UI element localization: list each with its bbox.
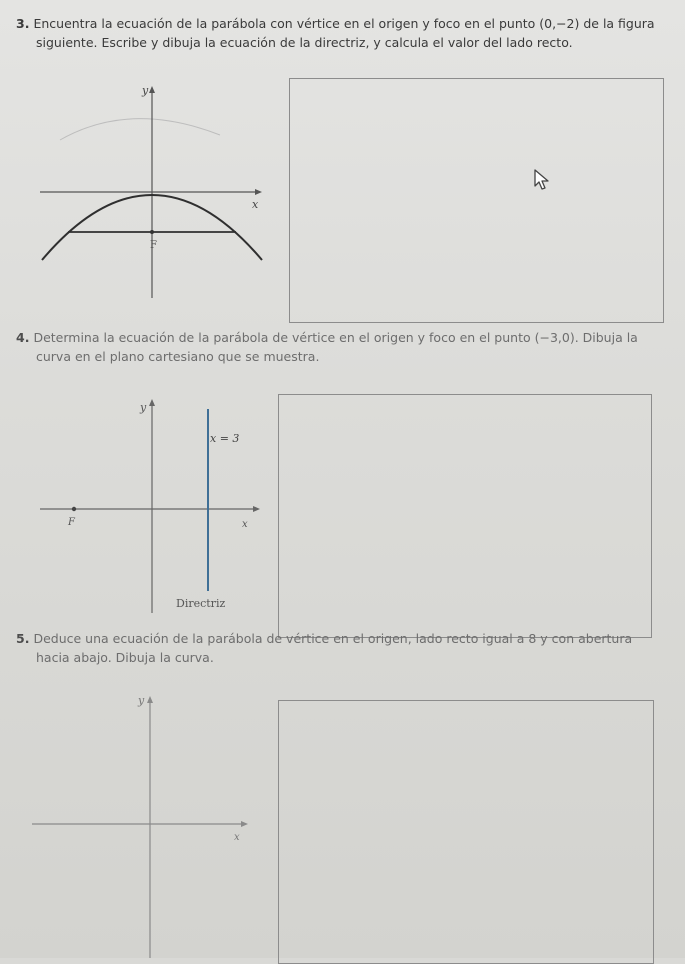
graph-1-x-label: x xyxy=(252,198,259,211)
problem-3-line-1 xyxy=(16,14,676,33)
answer-box-3[interactable] xyxy=(289,78,664,323)
graph-3-y-arrow xyxy=(147,696,153,703)
graph-2-y-arrow xyxy=(149,399,155,406)
problem-5-text-1: Deduce una ecuación de la parábola de vértice en el origen, lado recto igual a 8 y con abertura xyxy=(33,631,633,646)
problem-4-line-2 xyxy=(16,347,676,366)
graph-2-y-label: y xyxy=(140,401,147,414)
cursor-arrow-icon xyxy=(533,168,553,192)
graph-2-directrix-equation: x = 3 xyxy=(210,432,240,445)
graph-1-focus-label: F xyxy=(150,240,157,251)
graph-1 xyxy=(30,80,270,310)
graph-1-erased-curve xyxy=(60,119,220,140)
answer-box-4[interactable] xyxy=(278,394,652,638)
graph-2-directrix-label: Directriz xyxy=(176,597,226,610)
problem-5-line-1 xyxy=(16,629,676,648)
graph-2-focus-label: F xyxy=(68,517,75,528)
graph-2-x-arrow xyxy=(253,506,260,512)
graph-1-x-arrow xyxy=(255,189,262,195)
problem-4-line-1 xyxy=(16,328,676,347)
problem-3-number: 3. xyxy=(16,16,30,31)
problem-3-text-2: siguiente. Escribe y dibuja la ecuación de la directriz, y calcula el valor del lado recto. xyxy=(36,35,573,50)
problem-4-text-2: curva en el plano cartesiano que se muestra. xyxy=(36,349,320,364)
graph-3-y-label: y xyxy=(138,694,145,707)
graph-2-x-label: x xyxy=(242,519,248,530)
problem-5-line-2 xyxy=(16,648,676,667)
graph-3-x-arrow xyxy=(241,821,248,827)
graph-1-y-arrow xyxy=(149,86,155,93)
problem-3-text-1: Encuentra la ecuación de la parábola con vértice en el origen y foco en el punto (0,−2) de la figura xyxy=(33,16,655,31)
problem-3-line-2 xyxy=(16,33,676,52)
graph-1-y-label: y xyxy=(142,84,149,97)
problem-5-number: 5. xyxy=(16,631,30,646)
graph-2 xyxy=(30,395,270,625)
graph-3-x-label: x xyxy=(234,832,240,843)
problem-4 xyxy=(16,328,676,366)
graph-3 xyxy=(26,690,266,958)
problem-3 xyxy=(16,14,676,52)
graph-2-focus-point xyxy=(72,507,76,511)
graph-1-focus-point xyxy=(150,230,154,234)
problem-5 xyxy=(16,629,676,667)
problem-5-text-2: hacia abajo. Dibuja la curva. xyxy=(36,650,214,665)
problem-4-text-1: Determina la ecuación de la parábola de vértice en el origen y foco en el punto (−3,0). Dibuja la xyxy=(33,330,638,345)
problem-4-number: 4. xyxy=(16,330,30,345)
answer-box-5[interactable] xyxy=(278,700,654,964)
